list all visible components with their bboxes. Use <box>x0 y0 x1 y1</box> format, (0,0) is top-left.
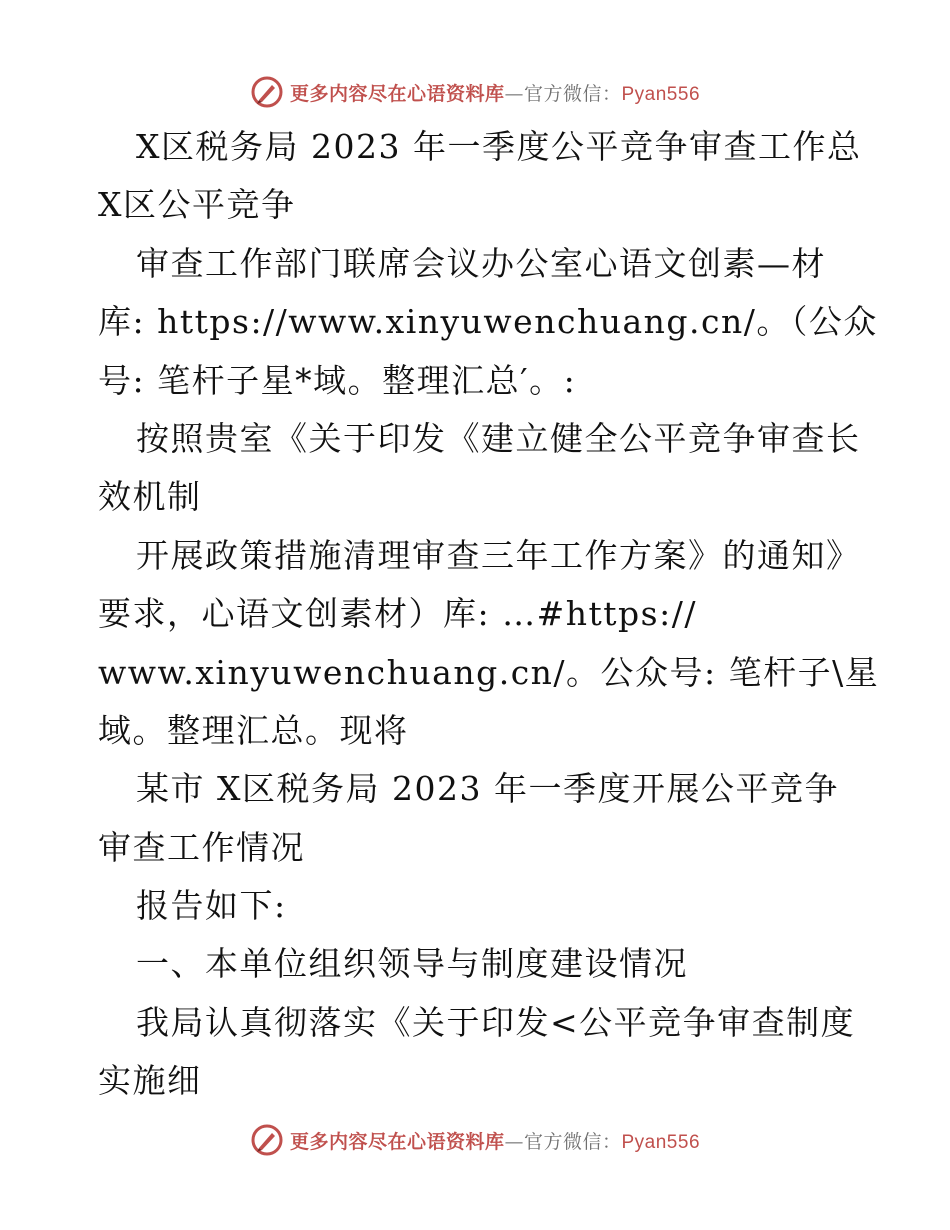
doc-paragraph-line: 域。整理汇总。现将 <box>98 710 409 750</box>
doc-paragraph-line: 某市 X区税务局 2023 年一季度开展公平竞争 <box>136 769 839 809</box>
watermark-wechat-id: Pyan556 <box>621 1131 701 1153</box>
doc-paragraph-line: 审查工作情况 <box>98 827 305 867</box>
doc-title-line-cont: X区公平竞争 <box>98 185 296 225</box>
watermark-dash: — <box>504 82 524 105</box>
watermark-text <box>290 1127 700 1154</box>
watermark-brand: 更多内容尽在心语资料库 <box>289 1130 505 1153</box>
doc-paragraph-line: www.xinyuwenchuang.cn/。公众号: 笔杆子\星 <box>98 652 880 692</box>
watermark-banner-bottom <box>0 1120 950 1160</box>
doc-paragraph-line: 要求，心语文创素材）库: …#https:// <box>98 594 697 634</box>
doc-paragraph-line: 报告如下: <box>136 886 287 926</box>
doc-paragraph-line: 审查工作部门联席会议办公室心语文创素—材 <box>136 243 826 283</box>
doc-paragraph-line: 实施细 <box>98 1061 202 1101</box>
watermark-brand: 更多内容尽在心语资料库 <box>289 82 505 105</box>
doc-paragraph-line: 效机制 <box>98 477 202 517</box>
doc-paragraph-line: 我局认真彻落实《关于印发<公平竞争审查制度 <box>136 1002 856 1042</box>
doc-paragraph-line: 号: 笔杆子星*域。整理汇总′。: <box>98 360 577 400</box>
watermark-text <box>290 79 700 106</box>
doc-paragraph-line: 按照贵室《关于印发《建立健全公平竞争审查长 <box>136 418 861 458</box>
doc-title-line: X区税务局 2023 年一季度公平竞争审查工作总 <box>136 127 862 166</box>
doc-paragraph-line: 开展政策措施清理审查三年工作方案》的通知》 <box>136 535 861 575</box>
pen-logo-icon <box>250 75 284 109</box>
watermark-banner-top <box>0 72 950 112</box>
watermark-wechat-label: 官方微信： <box>523 1130 622 1153</box>
pen-logo-icon <box>250 1123 284 1157</box>
watermark-dash: — <box>504 1130 524 1153</box>
watermark-wechat-label: 官方微信： <box>523 82 622 105</box>
document-body <box>98 118 880 1111</box>
doc-paragraph-line: 库: https://www.xinyuwenchuang.cn/。（公众 <box>98 302 878 342</box>
watermark-wechat-id: Pyan556 <box>621 83 701 105</box>
doc-section-heading: 一、本单位组织领导与制度建设情况 <box>136 944 688 984</box>
